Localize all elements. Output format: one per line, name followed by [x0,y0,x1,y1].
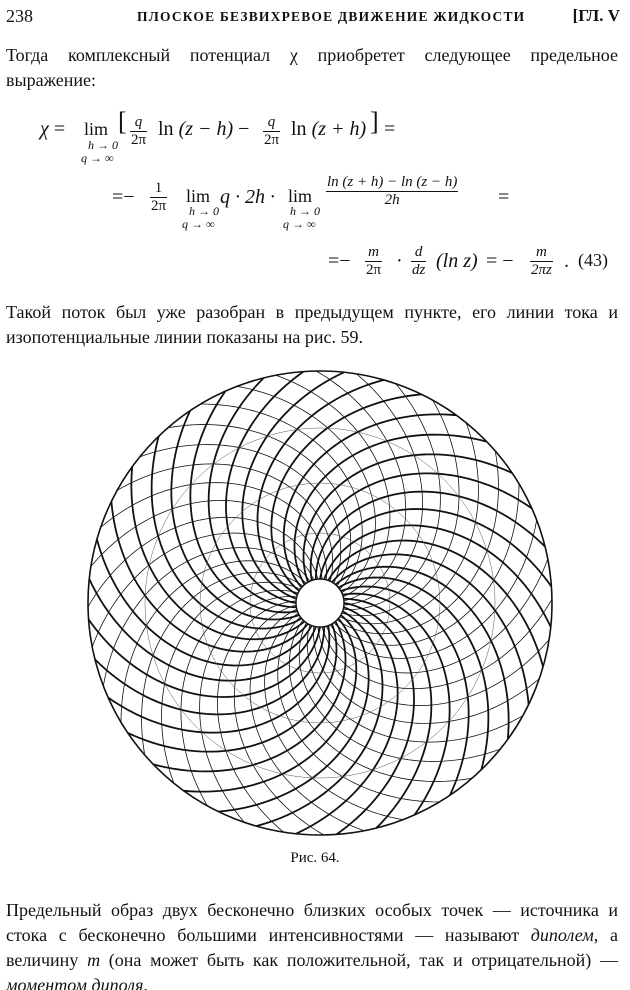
equals-sign: = [53,118,66,140]
lim-operator-3: lim [288,186,313,206]
after-paragraph: Такой поток был уже разобран в предыдущем пункте, его линии тока и изопотенциальные линии показаны на рис. 59. [6,302,618,347]
inner-circle [296,579,344,627]
lim-sub-h-1: h → 0 [88,138,118,152]
figure-caption: Рис. 64. [290,850,340,866]
streamline-spiral [284,414,456,587]
frac-d-dz: $\frac{d}{dz}$ [412,244,426,278]
intro-paragraph: Тогда комплексный потенциал χ приобретет следующее предельное выражение: [6,45,618,90]
equals-minus-3: =− [328,250,351,272]
var-m: m [87,950,101,970]
chi-symbol: χ [40,118,49,140]
chapter-label: [ГЛ. V [572,6,620,25]
term-q-2h: q · 2h · [220,186,275,208]
term-ln-z: (ln z) [436,250,478,272]
streamline-spiral [343,594,450,815]
lim-sub-h-2: h → 0 [189,204,219,218]
streamline-spiral [128,624,337,752]
lim-operator-2: lim [186,186,211,206]
streamline-spiral [184,618,356,791]
lim-sub-q-1: q → ∞ [81,151,114,165]
final-paragraph: Предельный образ двух бесконечно близких особых точек — источника и стока с бесконечно большими интенсивностями — называют диполем, а величину m (она может быть как положительной, так и отрицательной) — моментом диполя. [6,898,618,990]
dot-operator: · [396,250,403,272]
equals-minus-3b: = − [486,250,514,272]
streamline-spiral [335,567,508,739]
lim-operator-1: lim [84,119,109,139]
streamline-spiral [304,454,513,582]
streamline-spiral [341,587,469,796]
frac-m-2piz: $\frac{m}{2\pi z}$ [531,244,552,278]
equals-sign-2b: = [498,186,510,208]
streamline-spiral [131,467,304,639]
left-bracket: [ [118,107,127,136]
streamline-spiral [89,579,316,681]
frac-q-2pi-b: $\frac{q}{2\pi}$ [264,114,280,148]
frac-q-2pi-a: $\frac{q}{2\pi}$ [131,114,147,148]
page-number: 238 [6,6,33,26]
equals-sign-1b: = [384,118,396,140]
running-title: ПЛОСКОЕ БЕЗВИХРЕВОЕ ДВИЖЕНИЕ ЖИДКОСТИ [137,9,526,24]
right-bracket: ] [370,107,379,136]
equation-period: . [564,250,569,272]
lim-sub-h-3: h → 0 [290,204,320,218]
term-dipole: диполем [530,925,594,945]
term-dipole-moment: моментом диполя [6,975,144,990]
term-ln-z-minus-h: ln (z − h) − [158,118,250,140]
streamline-spiral [311,473,532,580]
frac-1-2pi: $\frac{1}{2\pi}$ [151,180,167,214]
term-ln-z-plus-h: ln (z + h) [291,118,367,140]
lim-sub-q-2: q → ∞ [182,217,215,231]
equals-minus-2: =− [112,186,135,208]
equation-number: (43) [578,250,608,270]
lim-sub-q-3: q → ∞ [283,217,316,231]
streamline-spiral [324,525,551,627]
frac-m-2pi: $\frac{m}{2\pi}$ [366,244,382,278]
streamline-spiral [296,607,398,834]
frac-ln-difference: $\frac{\ln (z + h) - \ln (z - h)}{2h}$ [327,174,458,208]
streamline-spiral [242,372,344,599]
streamline-spiral [171,411,299,620]
